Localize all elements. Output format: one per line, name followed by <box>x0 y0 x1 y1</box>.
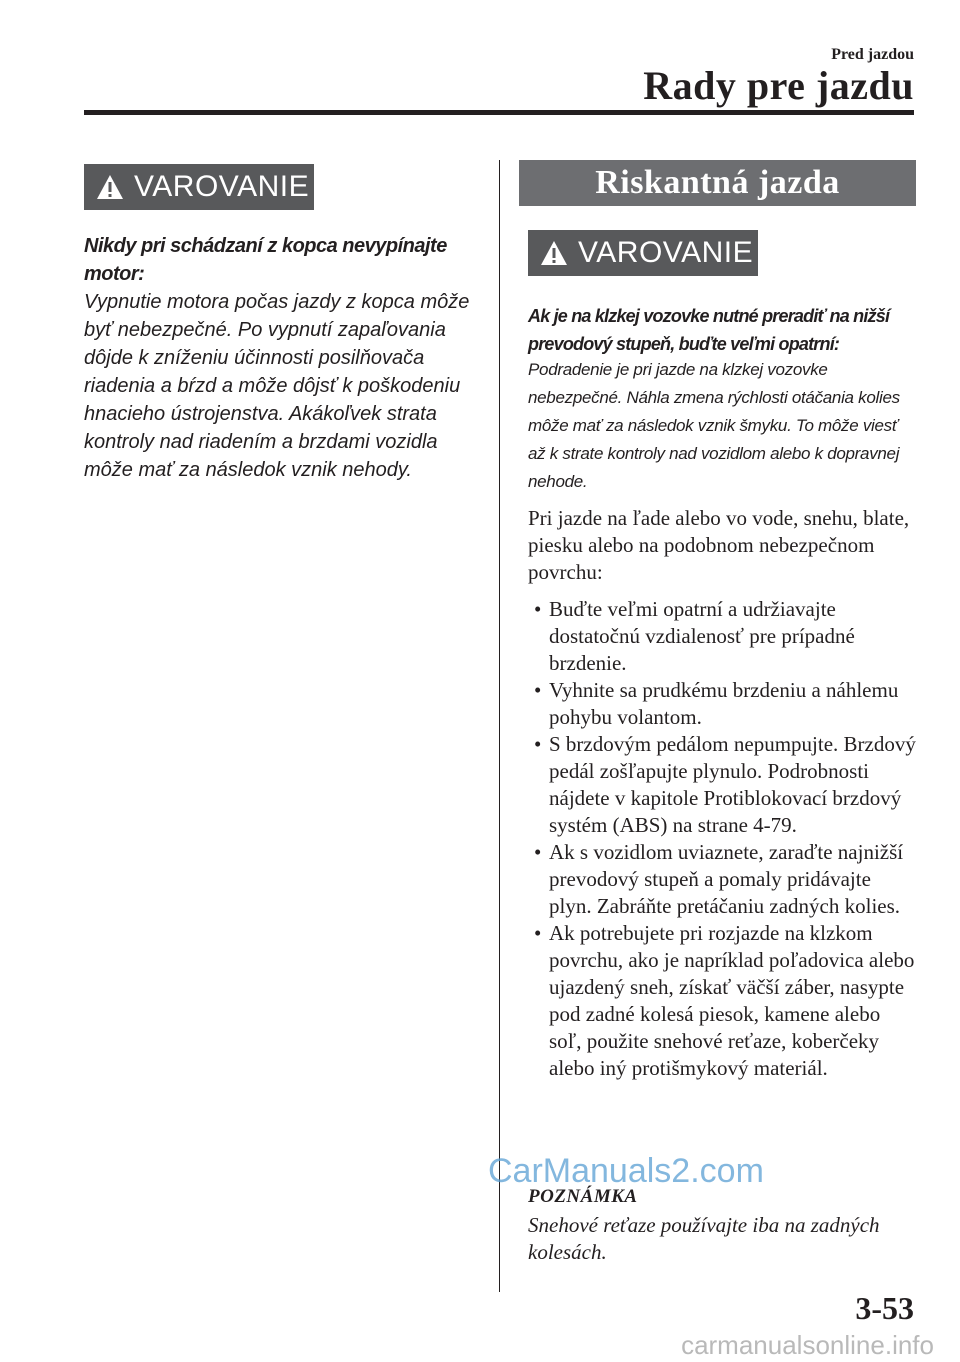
page-title: Rady pre jazdu <box>643 63 914 108</box>
warning-body-right: Podradenie je pri jazde na klzkej vozovke nebezpečné. Náhla zmena rýchlosti otáčania kolies môže mať za následok vznik šmyku. To môže viesť až k strate kontroly nad vozidlom alebo k dopravnej nehode. <box>528 360 900 491</box>
list-item-text: Ak s vozidlom uviaznete, zaraďte najnižší prevodový stupeň a pomaly pridávajte plyn. Zabráňte pretáčaniu zadných kolies. <box>549 840 904 918</box>
warning-banner-right <box>528 230 758 276</box>
header-divider <box>84 110 914 115</box>
list-item <box>528 920 916 1082</box>
bullet-marker: • <box>534 732 542 756</box>
warning-label: VAROVANIE <box>578 236 754 269</box>
bullet-marker: • <box>534 921 542 945</box>
list-item <box>528 839 916 920</box>
list-item-text: S brzdovým pedálom nepumpujte. Brzdový pedál zošľapujte plynulo. Podrobnosti nájdete v kapitole Protiblokovací brzdový systém (ABS) na strane 4-79. <box>549 732 916 837</box>
warning-label: VAROVANIE <box>134 170 310 203</box>
note-text: Snehové reťaze používajte iba na zadných kolesách. <box>528 1213 880 1264</box>
watermark-logo: CarManuals2.com <box>488 1152 764 1190</box>
bullet-marker: • <box>534 840 542 864</box>
intro-paragraph: Pri jazde na ľade alebo vo vode, snehu, blate, piesku alebo na podobnom nebezpečnom povrchu: <box>528 506 910 584</box>
bullet-marker: • <box>534 597 542 621</box>
warning-triangle-icon <box>96 174 124 200</box>
list-item-text: Ak potrebujete pri rozjazde na klzkom povrchu, ako je napríklad poľadovica alebo ujazdený sneh, získať väčší záber, nasypte pod zadné kolesá piesok, kamene alebo soľ, použite snehové reťaze, koberčeky alebo iný protišmykový materiál. <box>549 921 915 1080</box>
warning-body-left: Vypnutie motora počas jazdy z kopca môže byť nebezpečné. Po vypnutí zapaľovania dôjde k zníženiu účinnosti posilňovača riadenia a bŕzd a môže dôjsť k poškodeniu hnacieho ústrojenstva. Akákoľvek strata kontroly nad riadením a brzdami vozidla môže mať za následok vznik nehody. <box>84 291 470 481</box>
list-item-text: Vyhnite sa prudkému brzdeniu a náhlemu pohybu volantom. <box>549 678 899 729</box>
note-heading: POZNÁMKA <box>528 1186 638 1207</box>
warning-triangle-icon <box>540 240 568 266</box>
list-item <box>528 596 916 677</box>
bullet-marker: • <box>534 678 542 702</box>
chapter-label: Pred jazdou <box>831 46 914 63</box>
list-item <box>528 677 916 731</box>
column-divider <box>499 160 500 1292</box>
page-number: 3-53 <box>855 1290 914 1326</box>
warning-banner-left <box>84 164 314 210</box>
site-watermark: carmanualsonline.info <box>681 1330 934 1360</box>
warning-heading-right: Ak je na klzkej vozovke nutné preradiť na nižší prevodový stupeň, buďte veľmi opatrní: <box>528 306 890 354</box>
warning-heading-left: Nikdy pri schádzaní z kopca nevypínajte motor: <box>84 235 447 285</box>
list-item-text: Buďte veľmi opatrní a udržiavajte dostatočnú vzdialenosť pre prípadné brzdenie. <box>549 597 855 675</box>
advice-list <box>528 596 916 1082</box>
list-item <box>528 731 916 839</box>
section-title: Riskantná jazda <box>519 160 916 206</box>
